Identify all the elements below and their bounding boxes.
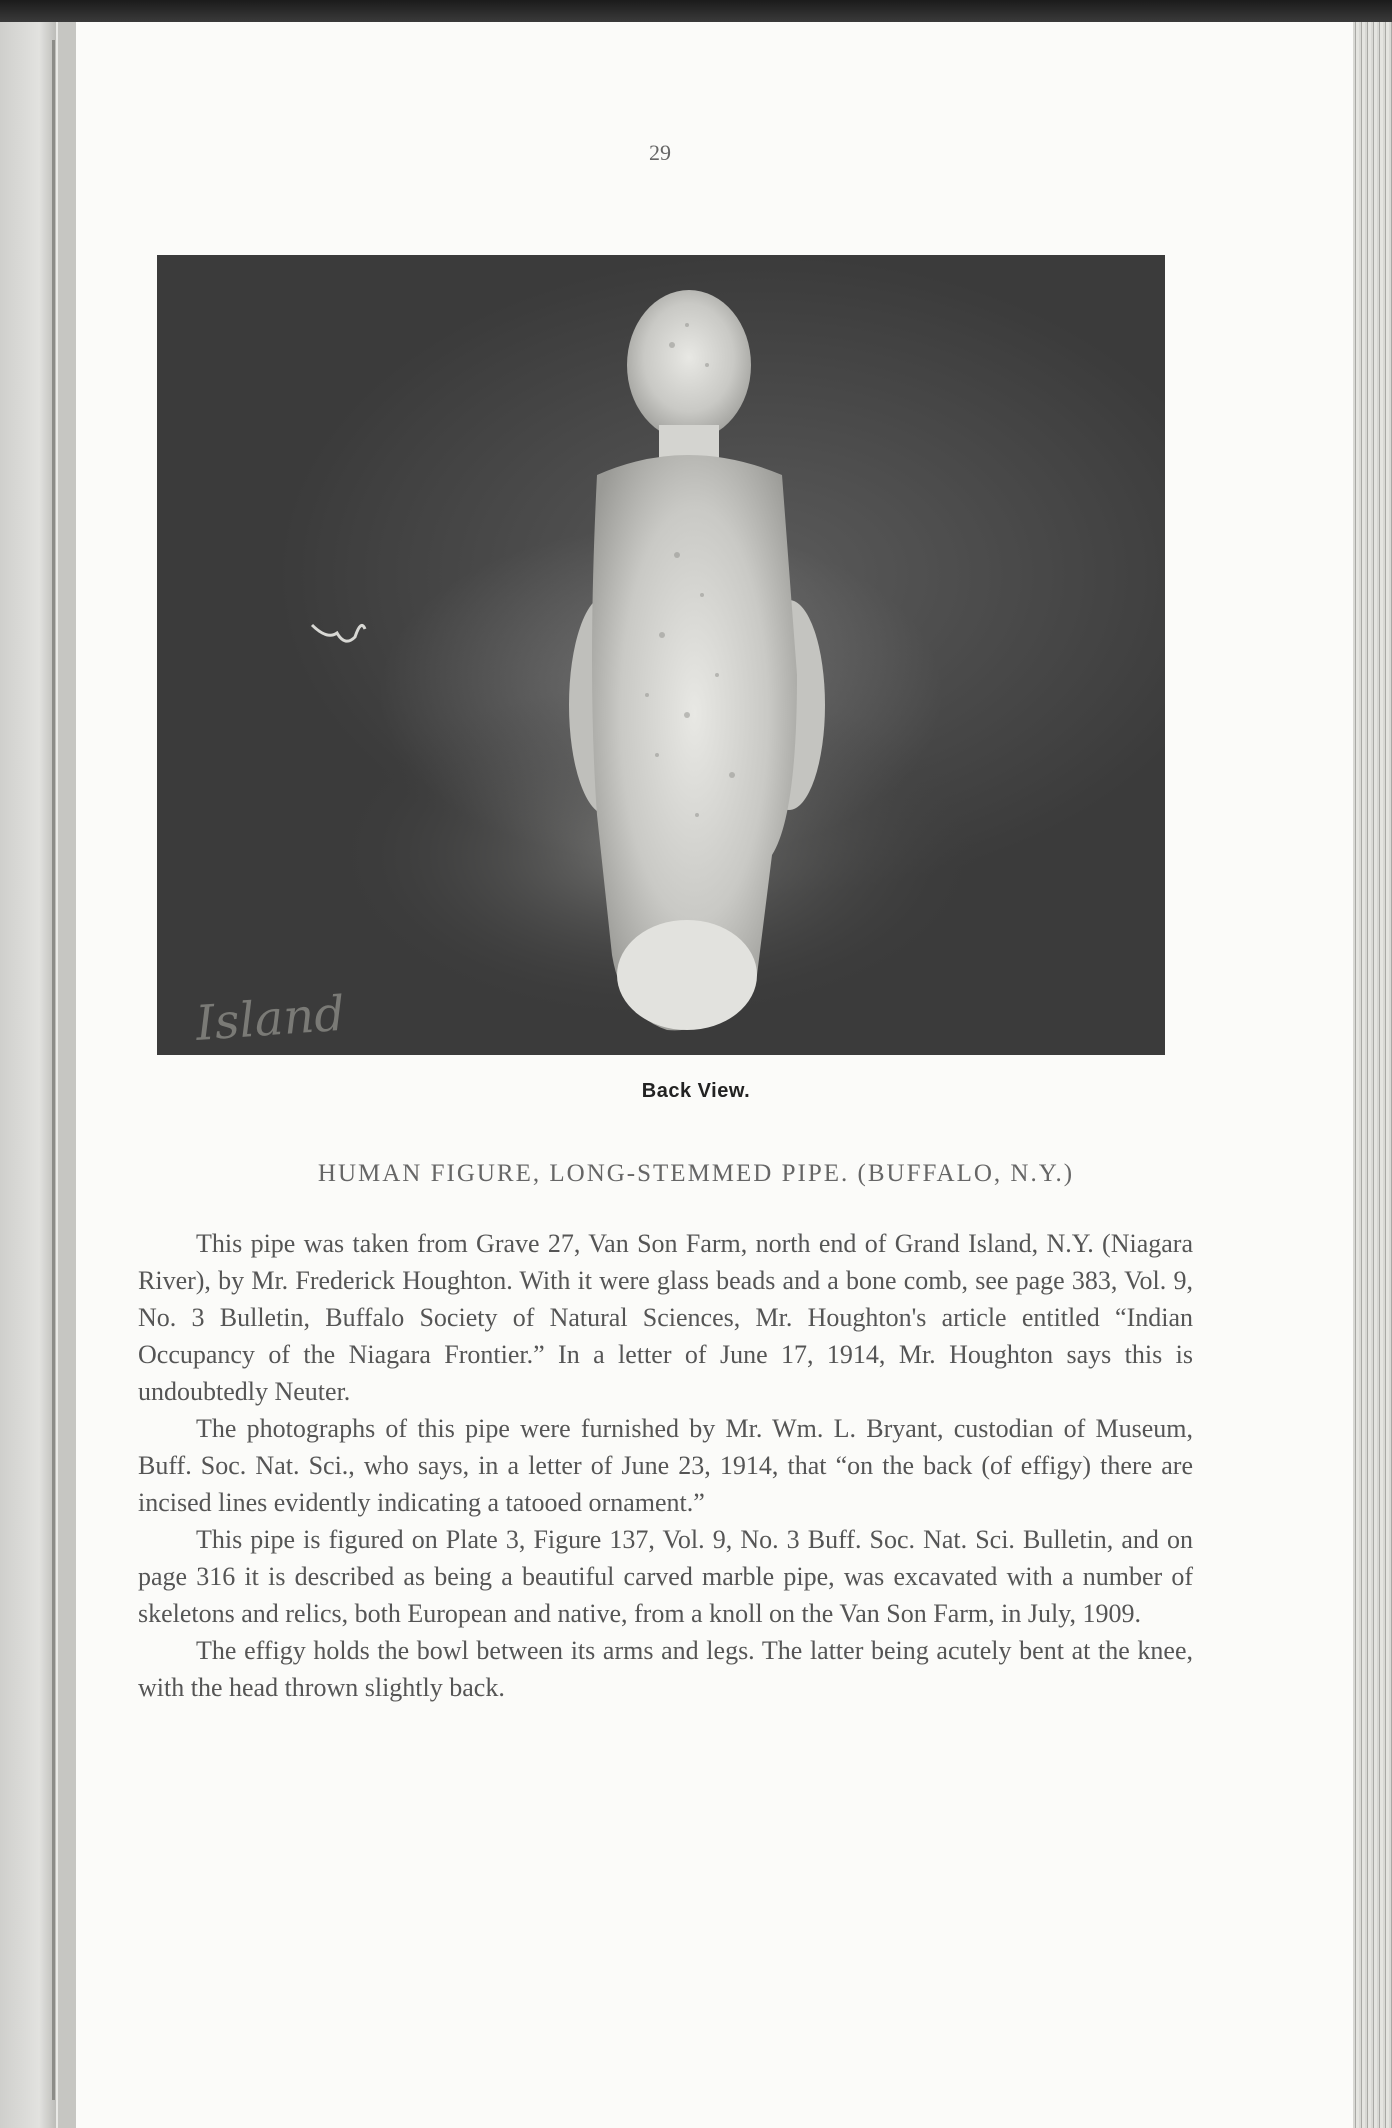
figure-caption: Back View. bbox=[641, 1080, 751, 1102]
effigy-feet bbox=[617, 920, 757, 1030]
photo-handwriting: Island bbox=[193, 985, 347, 1052]
scan-top-edge bbox=[0, 0, 1392, 22]
section-heading: HUMAN FIGURE, LONG-STEMMED PIPE. (BUFFALO, N.Y.) bbox=[317, 1160, 1075, 1187]
effigy-head bbox=[627, 290, 751, 440]
page-number: 29 bbox=[649, 140, 671, 165]
paragraph-1: This pipe was taken from Grave 27, Van Son Farm, north end of Grand Island, N.Y. (Niagara River), by Mr. Frederick Houghton. With it were glass beads and a bone comb, see page 383, Vol. 9, No. 3 Bulletin, Buffalo Society of Natural Sciences, Mr. Houghton's article entitled “Indian Occupancy of the Niagara Frontier.” In a letter of June 17, 1914, Mr. Houghton says this is undoubtedly Neuter. bbox=[138, 1229, 1193, 1406]
body-text bbox=[138, 1225, 1193, 1706]
paragraph-4: The effigy holds the bowl between its arms and legs. The latter being acutely bent at the knee, with the head thrown slightly back. bbox=[138, 1636, 1193, 1702]
gutter-line bbox=[52, 40, 55, 2100]
paragraph-2: The photographs of this pipe were furnished by Mr. Wm. L. Bryant, custodian of Museum, Buff. Soc. Nat. Sci., who says, in a letter of June 23, 1914, that “on the back (of effigy) there are incised lines evidently indicating a tatooed ornament.” bbox=[138, 1414, 1193, 1517]
page-stack-edge bbox=[1353, 22, 1392, 2128]
figure-photo bbox=[157, 255, 1165, 1055]
paragraph-3: This pipe is figured on Plate 3, Figure 137, Vol. 9, No. 3 Buff. Soc. Nat. Sci. Bulletin, and on page 316 it is described as being a beautiful carved marble pipe, was excavated with a number of skeletons and relics, both European and native, from a knoll on the Van Son Farm, in July, 1909. bbox=[138, 1525, 1193, 1628]
left-page-edge bbox=[0, 22, 56, 2128]
pipe-effigy-illustration bbox=[157, 255, 1165, 1055]
